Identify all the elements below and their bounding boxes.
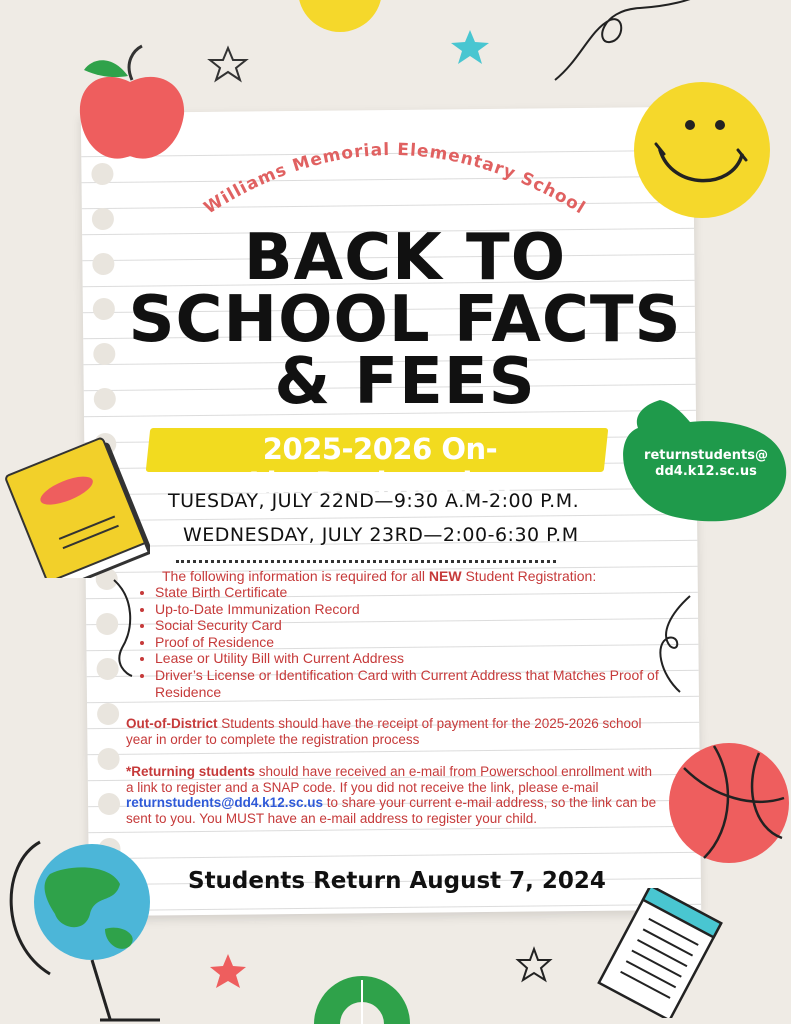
yellow-circle-top (298, 0, 382, 32)
list-item: • State Birth Certificate (155, 584, 675, 601)
list-item: • Social Security Card (155, 617, 675, 634)
school-name-text: Williams Memorial Elementary School (200, 139, 590, 219)
list-item: • Up-to-Date Immunization Record (155, 601, 675, 618)
globe-icon (0, 834, 170, 1024)
list-item: • Lease or Utility Bill with Current Address (155, 650, 675, 667)
teal-star-icon (451, 30, 489, 64)
return-date: Students Return August 7, 2024 (188, 868, 606, 894)
requirements-intro: The following information is required for all NEW Student Registration: (162, 568, 597, 584)
requirements-list (130, 584, 675, 700)
title-line-1: BACK TO (243, 221, 567, 295)
notepad-icon (590, 888, 730, 1018)
star-outline-bottom-icon (514, 946, 554, 986)
registration-heading: 2025-2026 On-LineRegistration (248, 432, 512, 500)
red-star-icon (208, 952, 248, 992)
dotted-divider (176, 560, 556, 563)
book-icon (0, 418, 150, 578)
smiley-face-icon (632, 80, 772, 220)
list-item: • Driver’s License or Identification Card with Current Address that Matches Proof of Residence (155, 667, 675, 700)
title-line-3: & FEES (274, 345, 536, 419)
apple-icon (72, 42, 192, 172)
star-outline-icon (210, 48, 246, 80)
title-line-2: SCHOOL FACTS (128, 283, 682, 357)
squiggle-right (650, 594, 710, 694)
bubble-email: returnstudents@ dd4.k12.sc.us (644, 448, 768, 479)
date-line-wednesday: WEDNESDAY, JULY 23RD—2:00-6:30 P.M (183, 524, 579, 546)
school-name (180, 120, 620, 230)
protractor-icon (312, 960, 412, 1024)
squiggle-left (104, 578, 144, 678)
list-item: • Proof of Residence (155, 634, 675, 651)
basketball-icon (664, 738, 791, 868)
out-of-district-paragraph: Out-of-District Students should have the receipt of payment for the 2025-2026 school year in order to complete the registration process (126, 716, 642, 747)
email-link[interactable]: returnstudents@dd4.k12.sc.us (126, 795, 323, 810)
squiggle-top (555, 0, 700, 80)
returning-students-paragraph: *Returning students should have received an e-mail from Powerschool enrollment with a link to register and a SNAP code. If you did not receive the link, please e-mail returnstudents@dd4.k12.sc.us to share your current e-mail address, so the link can be sent to you. You MUST have an e-mail address to register your child. (126, 764, 657, 826)
svg-text:Williams Memorial Elementary S (201, 140, 589, 219)
date-line-tuesday: TUESDAY, JULY 22ND—9:30 A.M-2:00 P.M. (168, 490, 580, 512)
